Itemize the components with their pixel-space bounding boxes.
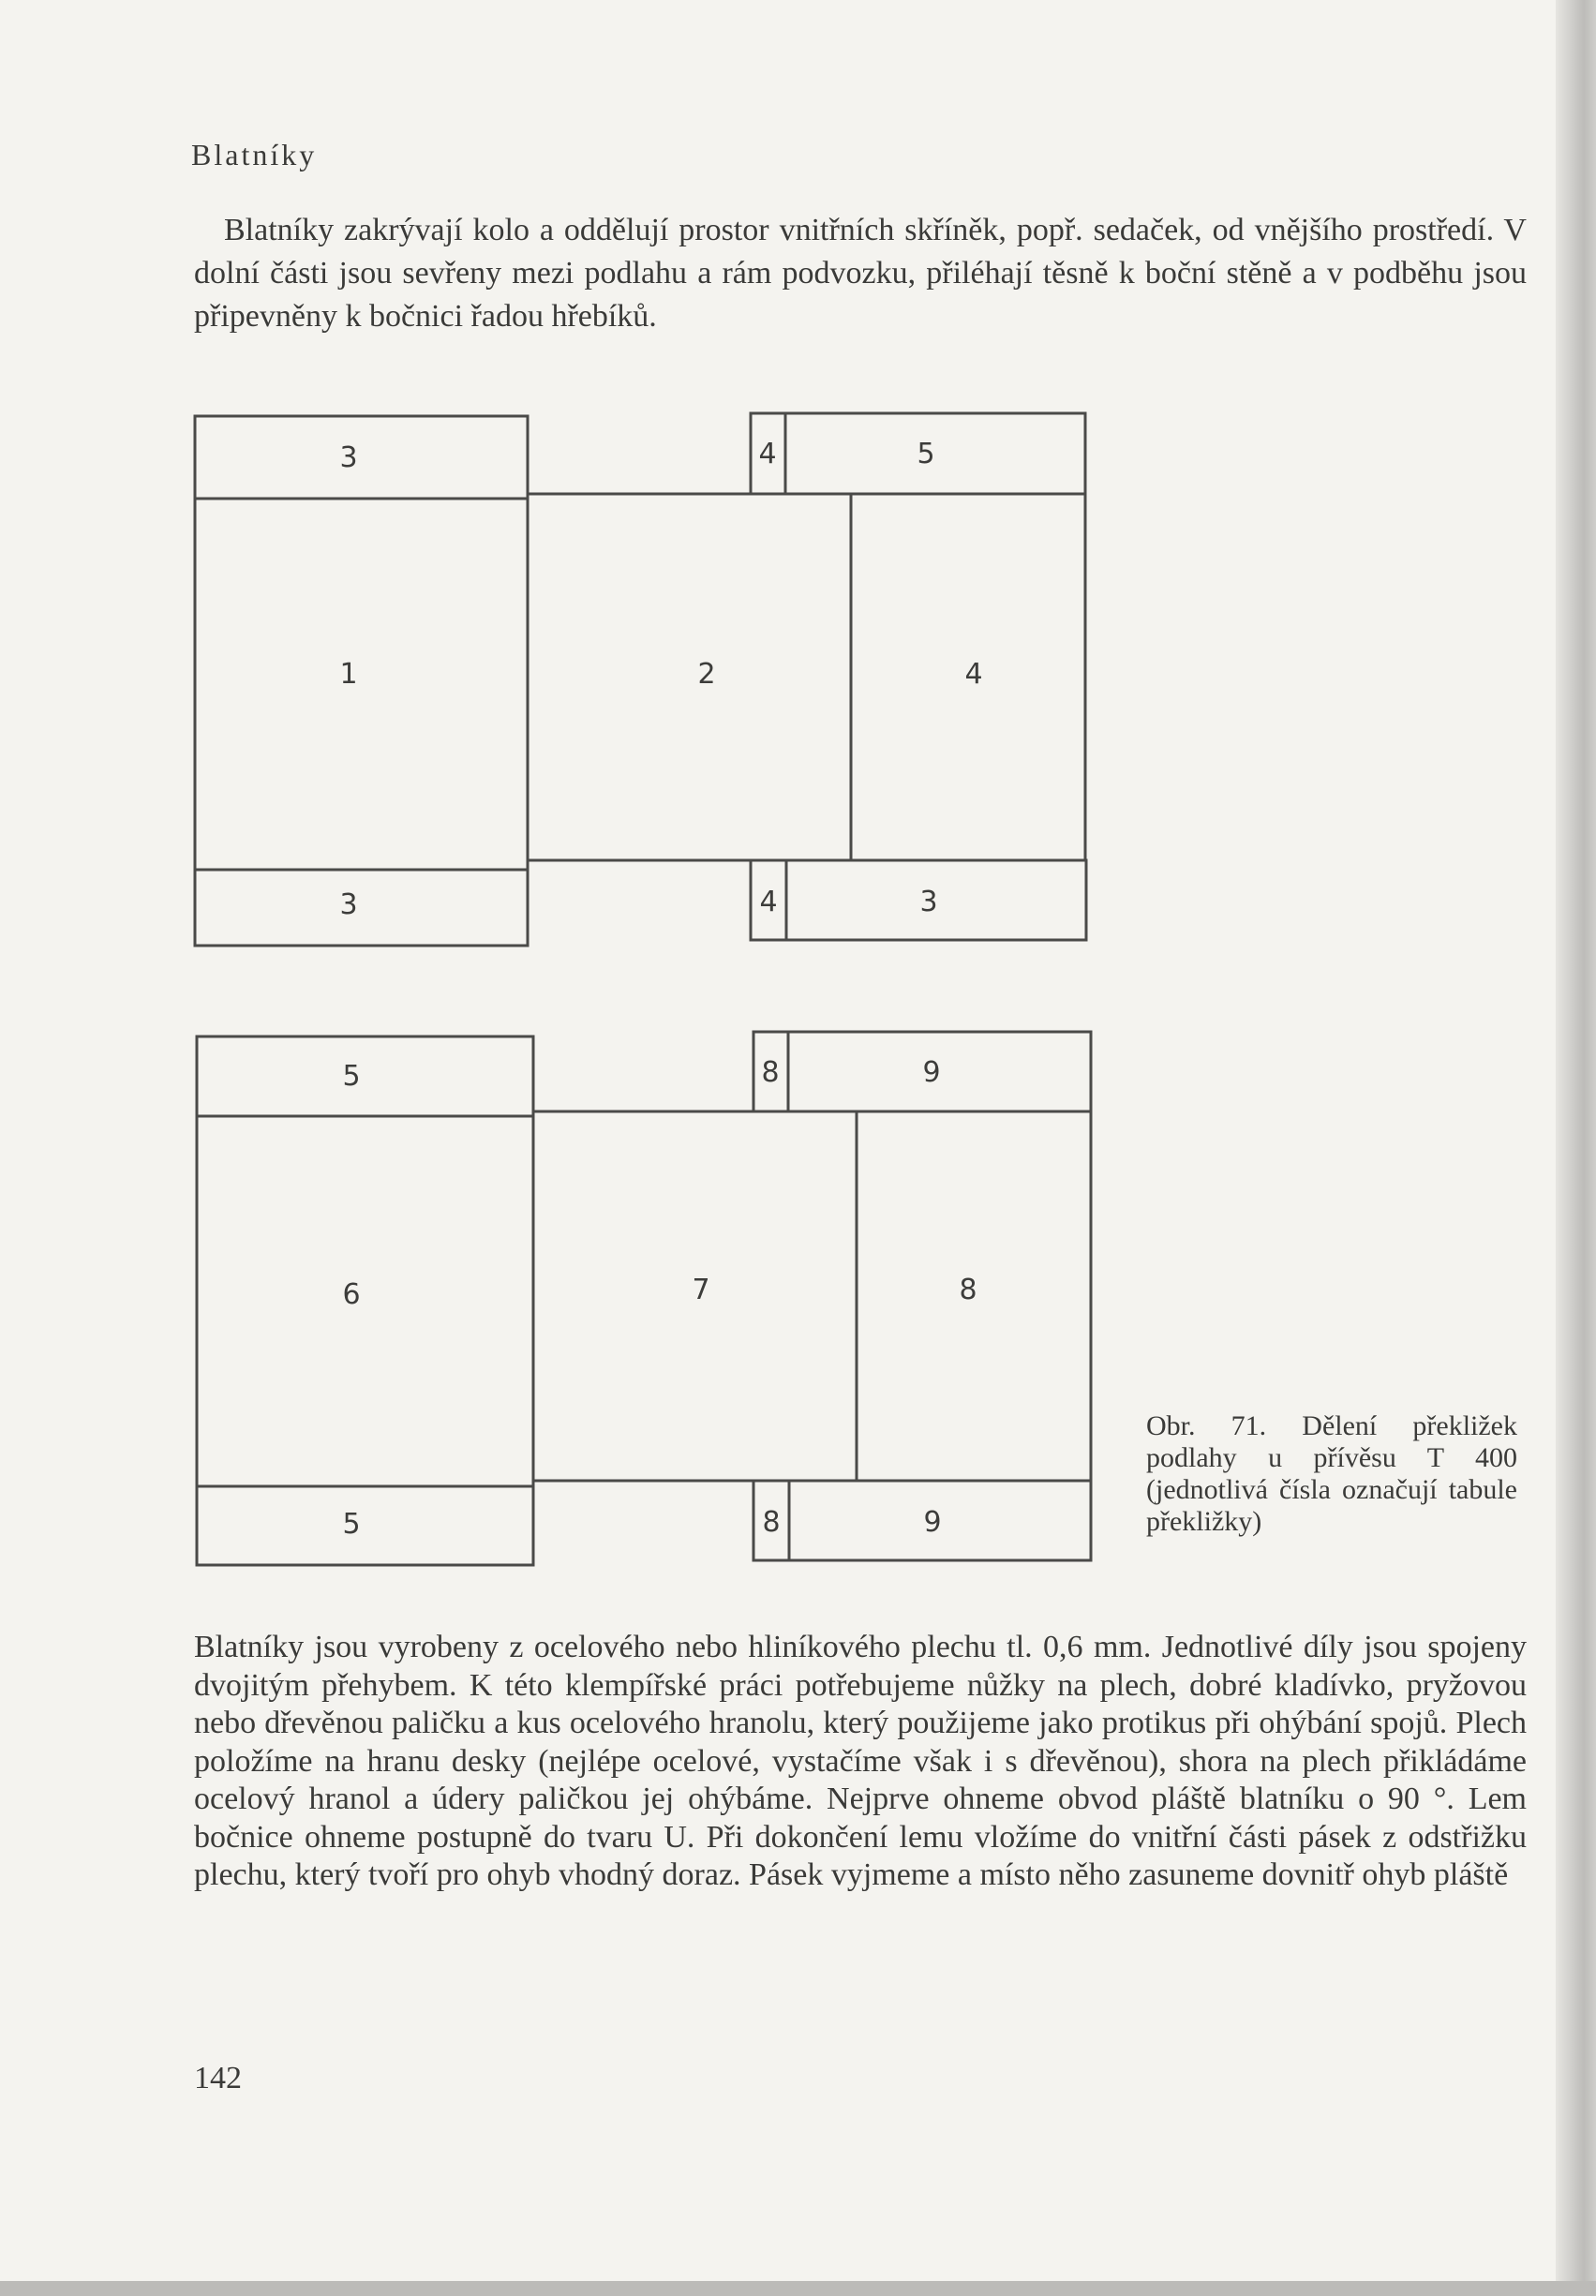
label-bottom-small: 8: [762, 1506, 781, 1539]
label-bottom-right: 3: [919, 886, 938, 918]
panel-bottom-left: [195, 870, 528, 946]
label-bottom-left: 5: [342, 1508, 361, 1541]
label-bottom-small: 4: [759, 886, 778, 918]
label-mid-right: 4: [964, 658, 983, 691]
paragraph-intro: Blatníky zakrývají kolo a oddělují prostor vnitřních skříněk, popř. sedaček, od vnějšího prostředí. V dolní části jsou sevřeny mezi podlahu a rám podvozku, přiléhají těsně k boční stěně a v podběhu jsou připevněny k bočnici řadou hřebíků.: [194, 213, 1527, 334]
page-bottom-edge: [0, 2281, 1596, 2296]
panel-top-left: [197, 1036, 533, 1116]
figure-caption: Obr. 71. Dělení překližek podlahy u přívěsu T 400 (jednotlivá čísla označují tabule překližky): [1146, 1410, 1517, 1537]
panel-mid-left: [195, 499, 528, 870]
panel-top-right: [785, 413, 1085, 494]
label-mid-center: 2: [697, 658, 716, 691]
panel-top-left: [195, 416, 528, 499]
label-mid-left: 1: [339, 658, 358, 691]
label-mid-left: 6: [342, 1278, 361, 1311]
label-top-small: 8: [761, 1056, 780, 1089]
section-heading: Blatníky: [191, 138, 318, 171]
label-mid-right: 8: [959, 1274, 977, 1306]
label-top-small: 4: [758, 438, 777, 470]
paragraph-body: Blatníky jsou vyrobeny z ocelového nebo hliníkového plechu tl. 0,6 mm. Jednotlivé díly jsou spojeny dvojitým přehybem. K této klempířské práci potřebujeme nůžky na plech, dobré kladívko, pryžovou nebo dřevěnou paličku a kus ocelového hranolu, který použijeme jako protikus při ohýbání spojů. Plech položíme na hranu desky (nejlépe ocelové, vystačíme však i s dřevěnou), shora na plech přikládáme ocelový hranol a údery paličkou jej ohýbáme. Nejprve ohneme obvod pláště blatníku o 90 °. Lem bočnice ohneme postupně do tvaru U. Při dokončení lemu vložíme do vnitřní části pásek z odstřižku plechu, který tvoří pro ohyb vhodný doraz. Pásek vyjmeme a místo něho zasuneme dovnitř ohyb pláště: [194, 1630, 1527, 1892]
label-top-right: 5: [917, 438, 935, 470]
page-number: 142: [194, 2061, 242, 2095]
diagram-bottom: [197, 1032, 1091, 1565]
label-top-left: 3: [339, 441, 358, 474]
label-bottom-left: 3: [339, 888, 358, 921]
label-bottom-right: 9: [923, 1506, 942, 1539]
panel-mid-left: [197, 1116, 533, 1486]
panel-mid-center: [528, 494, 851, 860]
label-top-left: 5: [342, 1060, 361, 1093]
label-top-right: 9: [922, 1056, 941, 1089]
diagram-top: [195, 413, 1086, 946]
panel-bottom-left: [197, 1486, 533, 1565]
label-mid-center: 7: [692, 1274, 710, 1306]
